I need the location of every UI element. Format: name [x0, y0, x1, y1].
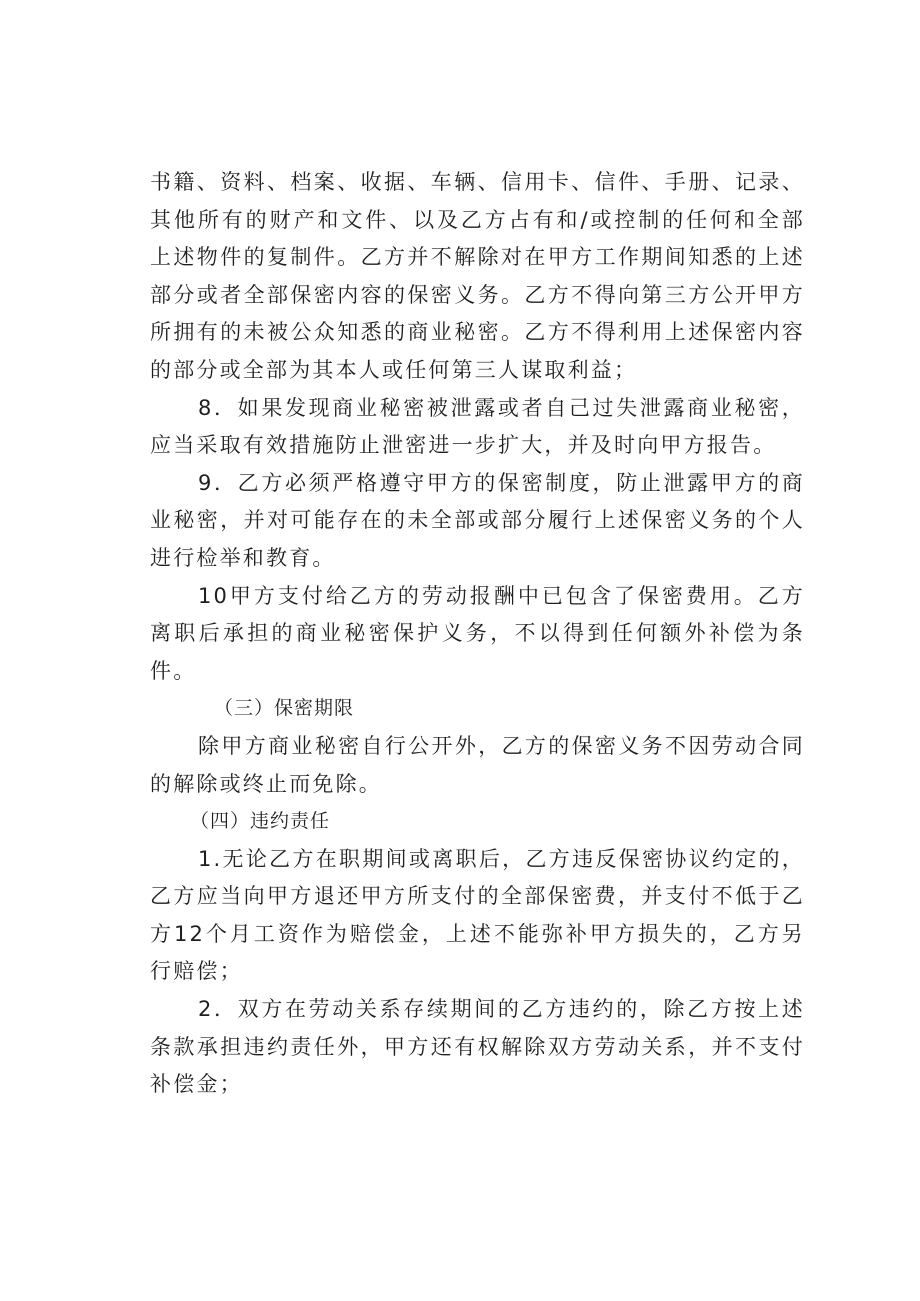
- paragraph-clause-10: 10甲方支付给乙方的劳动报酬中已包含了保密费用。乙方离职后承担的商业秘密保护义务，不以得到任何额外补偿为条件。: [150, 583, 805, 683]
- paragraph-breach-clause-1: 1.无论乙方在职期间或离职后，乙方违反保密协议约定的，乙方应当向甲方退还甲方所支付的全部保密费，并支付不低于乙方12个月工资作为赔偿金，上述不能弥补甲方损失的，乙方另行赔偿；: [150, 846, 805, 984]
- paragraph-clause-8: 8．如果发现商业秘密被泄露或者自己过失泄露商业秘密，应当采取有效措施防止泄密进一步扩大，并及时向甲方报告。: [150, 395, 805, 458]
- section-heading-breach-liability: （四）违约责任: [190, 810, 331, 833]
- document-body: [150, 164, 805, 1104]
- paragraph-confidentiality-period: 除甲方商业秘密自行公开外，乙方的保密义务不因劳动合同的解除或终止而免除。: [150, 733, 805, 796]
- section-heading-confidentiality-period: （三）保密期限: [214, 697, 355, 720]
- paragraph-clause-9: 9．乙方必须严格遵守甲方的保密制度，防止泄露甲方的商业秘密，并对可能存在的未全部或部分履行上述保密义务的个人进行检举和教育。: [150, 470, 805, 570]
- paragraph-property-return: 书籍、资料、档案、收据、车辆、信用卡、信件、手册、记录、其他所有的财产和文件、以及乙方占有和/或控制的任何和全部上述物件的复制件。乙方并不解除对在甲方工作期间知悉的上述部分或者全部保密内容的保密义务。乙方不得向第三方公开甲方所拥有的未被公众知悉的商业秘密。乙方不得利用上述保密内容的部分或全部为其本人或任何第三人谋取利益；: [150, 170, 805, 382]
- paragraph-breach-clause-2: 2．双方在劳动关系存续期间的乙方违约的，除乙方按上述条款承担违约责任外，甲方还有权解除双方劳动关系，并不支付补偿金；: [150, 997, 805, 1097]
